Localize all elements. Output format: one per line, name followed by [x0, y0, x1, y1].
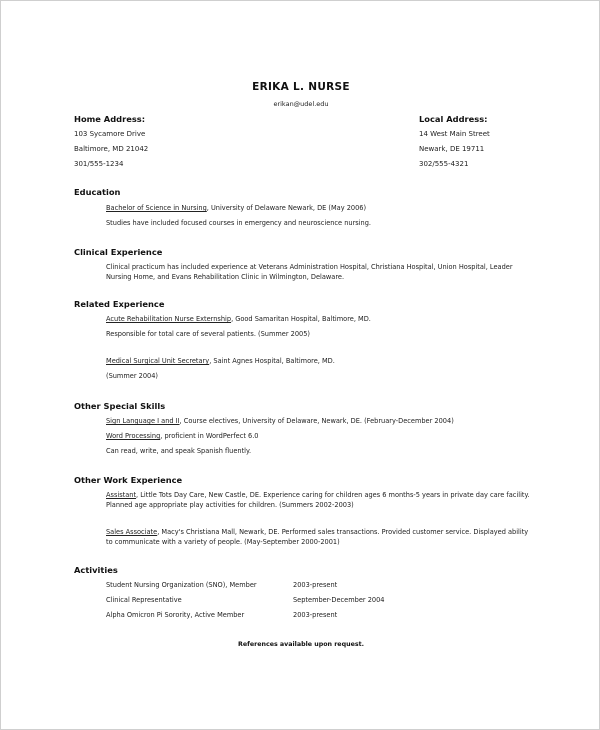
work-item-2-detail: , Macy's Christiana Mall, Newark, DE. Performed sales transactions. Provided customer service. Displayed ability to communicate with a variety of people. (May-September 2000-2001)	[106, 528, 529, 546]
local-address-phone: 302/555-4321	[419, 160, 469, 168]
work-item-1-detail: , Little Tots Day Care, New Castle, DE. Experience caring for children ages 6 months-5 years in private day care facility. Planned age appropriate play activities for children. (Summers 2002-2003)	[106, 491, 530, 509]
related-item-1-role: Acute Rehabilitation Nurse Externship	[106, 315, 232, 323]
work-item-2-role: Sales Associate	[106, 528, 158, 536]
related-item-2-detail: (Summer 2004)	[106, 372, 158, 380]
related-item-1-line	[106, 315, 371, 323]
candidate-email: erikan@udel.edu	[273, 100, 329, 108]
skill-item-2	[106, 432, 259, 440]
degree-name: Bachelor of Science in Nursing	[106, 204, 207, 212]
activity-3-name: Alpha Omicron Pi Sorority, Active Member	[106, 611, 245, 619]
skill-item-1-detail: , Course electives, University of Delaware, Newark, DE. (February-December 2004)	[179, 417, 454, 425]
skill-item-1	[106, 417, 454, 425]
activity-1-date: 2003-present	[293, 581, 338, 589]
activity-1-name: Student Nursing Organization (SNO), Member	[106, 581, 257, 589]
related-item-2-role: Medical Surgical Unit Secretary	[106, 357, 210, 365]
references-note: References available upon request.	[237, 641, 364, 648]
local-address-city: Newark, DE 19711	[419, 145, 485, 153]
education-degree-line	[106, 204, 366, 212]
degree-details: , University of Delaware Newark, DE (May 2006)	[206, 204, 367, 212]
home-address-phone: 301/555-1234	[74, 160, 124, 168]
work-item-1	[106, 491, 536, 510]
candidate-name: ERIKA L. NURSE	[252, 81, 350, 93]
home-address-title: Home Address:	[74, 114, 146, 124]
related-item-2-place: , Saint Agnes Hospital, Baltimore, MD.	[209, 357, 335, 365]
activities-heading: Activities	[74, 565, 118, 575]
education-note: Studies have included focused courses in emergency and neuroscience nursing.	[106, 219, 372, 227]
local-address-title: Local Address:	[419, 114, 488, 124]
skill-item-2-detail: , proficient in WordPerfect 6.0	[160, 432, 259, 440]
related-heading: Related Experience	[74, 299, 165, 309]
home-address-street: 103 Sycamore Drive	[74, 130, 146, 138]
local-address-street: 14 West Main Street	[419, 130, 490, 138]
activity-3-date: 2003-present	[293, 611, 338, 619]
activity-2-date: September-December 2004	[293, 596, 385, 604]
home-address-city: Baltimore, MD 21042	[74, 145, 149, 153]
clinical-text: Clinical practicum has included experience at Veterans Administration Hospital, Christiana Hospital, Union Hospital, Leader Nursing Home, and Evans Rehabilitation Clinic in Wilmington, Delaware.	[106, 263, 513, 281]
related-item-1-detail: Responsible for total care of several patients. (Summer 2005)	[106, 330, 311, 338]
skill-item-2-name: Word Processing	[106, 432, 161, 440]
work-item-2	[106, 528, 536, 547]
work-item-1-role: Assistant	[106, 491, 137, 499]
work-heading: Other Work Experience	[74, 475, 183, 485]
education-heading: Education	[74, 187, 121, 197]
skills-heading: Other Special Skills	[74, 401, 166, 411]
clinical-heading: Clinical Experience	[74, 247, 163, 257]
activity-2-name: Clinical Representative	[106, 596, 182, 604]
skill-item-1-name: Sign Language I and II	[106, 417, 180, 425]
skill-item-3: Can read, write, and speak Spanish fluently.	[106, 447, 252, 455]
related-item-2-line	[106, 357, 335, 365]
related-item-1-place: , Good Samaritan Hospital, Baltimore, MD.	[231, 315, 371, 323]
